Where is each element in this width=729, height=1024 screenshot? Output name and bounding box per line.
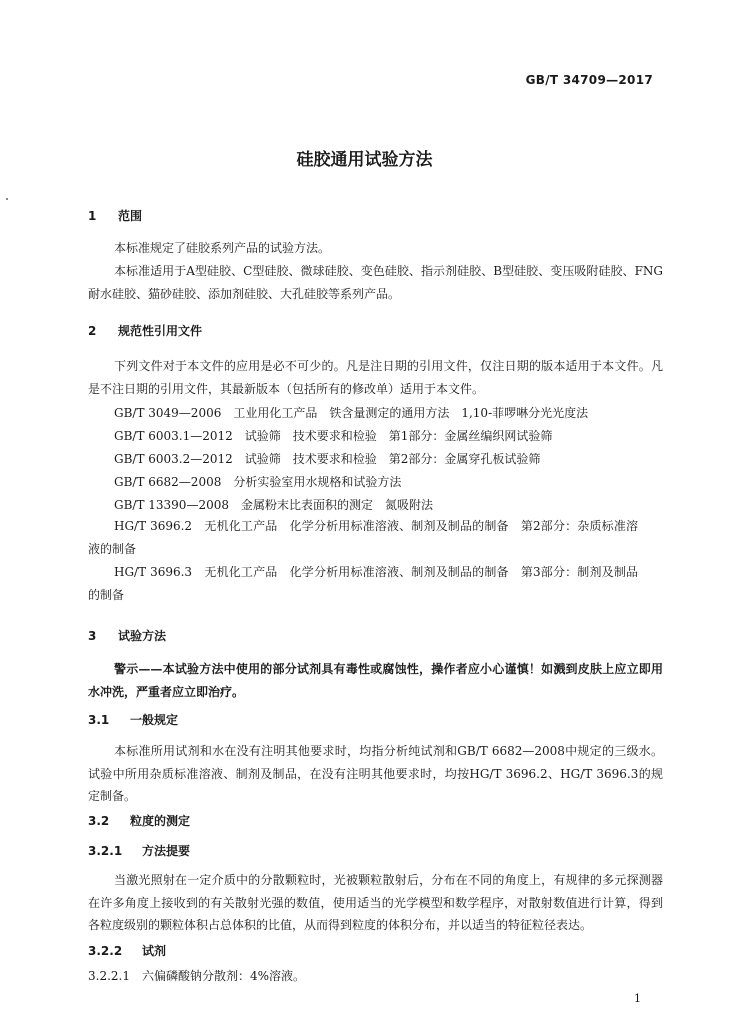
reference-item: HG/T 3696.2 无机化工产品 化学分析用标准溶液、制剂及制品的制备 第2部分：杂质标准溶液的制备 [88,519,638,556]
scan-speck [6,198,8,200]
section-title: 粒度的测定 [130,814,191,828]
section-3-1-heading [88,711,178,728]
reference-item: HG/T 3696.3 无机化工产品 化学分析用标准溶液、制剂及制品的制备 第3部分：制剂及制品的制备 [88,565,638,602]
section-1-paragraph-1: 本标准规定了硅胶系列产品的试验方法。 [114,241,331,255]
safety-warning: 警示——本试验方法中使用的部分试剂具有毒性或腐蚀性，操作者应小心谨慎！如溅到皮肤上应立即用水冲洗，严重者应立即治疗。 [88,662,663,699]
section-3-2-1-heading [88,842,190,859]
section-number: 3.2 [88,814,110,828]
item-text: 六偏磷酸钠分散剂：4%溶液。 [142,969,306,983]
section-title: 范围 [118,209,143,223]
section-number: 1 [88,209,97,223]
reference-item: GB/T 13390—2008 金属粉末比表面积的测定 氮吸附法 [114,498,433,512]
section-1-heading [88,207,142,224]
section-3-1-paragraph: 本标准所用试剂和水在没有注明其他要求时，均指分析纯试剂和GB/T 6682—2008中规定的三级水。试验中所用杂质标准溶液、制剂及制品，在没有注明其他要求时，均按HG/T 3696.2、HG/T 3696.3的规定制备。 [88,744,663,803]
reference-item: GB/T 6003.2—2012 试验筛 技术要求和检验 第2部分：金属穿孔板试验筛 [114,452,541,466]
section-title: 方法提要 [142,844,191,858]
reference-item: GB/T 6682—2008 分析实验室用水规格和试验方法 [114,475,402,489]
section-2-intro: 下列文件对于本文件的应用是必不可少的。凡是注日期的引用文件，仅注日期的版本适用于本文件。凡是不注日期的引用文件，其最新版本（包括所有的修改单）适用于本文件。 [88,359,663,396]
section-title: 规范性引用文件 [118,324,203,338]
section-number: 3.2.2 [88,944,123,958]
section-2-heading [88,322,202,339]
section-title: 试验方法 [118,629,167,643]
reference-item: GB/T 3049—2006 工业用化工产品 铁含量测定的通用方法 1,10-菲啰啉分光光度法 [114,406,589,420]
reference-item: GB/T 6003.1—2012 试验筛 技术要求和检验 第1部分：金属丝编织网试验筛 [114,429,553,443]
section-3-2-2-heading [88,942,166,959]
section-1-paragraph-2: 本标准适用于A型硅胶、C型硅胶、微球硅胶、变色硅胶、指示剂硅胶、B型硅胶、变压吸附硅胶、FNG耐水硅胶、猫砂硅胶、添加剂硅胶、大孔硅胶等系列产品。 [88,264,663,301]
section-title: 试剂 [142,944,167,958]
section-number: 3.2.1 [88,844,123,858]
section-number: 3 [88,629,97,643]
standard-code: GB/T 34709—2017 [525,73,653,87]
page-number: 1 [634,992,641,1005]
section-3-2-heading [88,812,190,829]
section-number: 3.2.2.1 [88,969,130,983]
document-title: 硅胶通用试验方法 [296,150,433,170]
section-3-2-2-1-item [88,967,305,984]
section-3-heading [88,627,166,644]
section-title: 一般规定 [130,713,179,727]
section-number: 3.1 [88,713,110,727]
section-3-2-1-paragraph: 当激光照射在一定介质中的分散颗粒时，光被颗粒散射后，分布在不同的角度上，有规律的多元探测器在许多角度上接收到的有关散射光强的数值，使用适当的光学模型和数学程序，对散射数值进行计算，得到各粒度级别的颗粒体积占总体积的比值，从而得到粒度的体积分布，并以适当的特征粒径表达。 [88,873,663,932]
section-number: 2 [88,324,97,338]
